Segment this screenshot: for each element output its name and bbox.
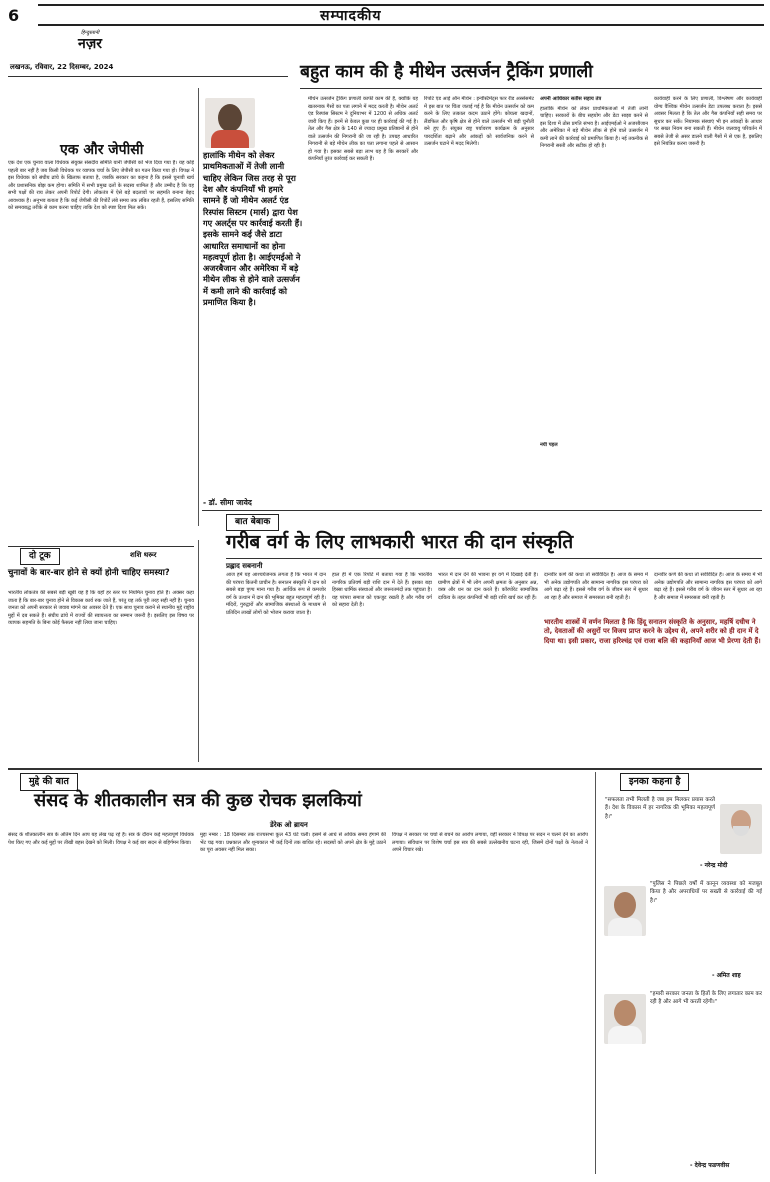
lead-col-4: कार्यवाही करने के लिए प्रणाली, विश्लेषण और कार्यवाही योग्य वैश्विक मीथेन उत्सर्जन डेटा उपलब्ध कराता है। इससे अवसर मिलता है कि तेल और गैस कंपनियाँ सही समय पर सुधार कर सकें। नियामक संस्थाएं भी इन आंकड़ों के आधार पर सख्त नियम बना सकती हैं। मीथेन जलवायु परिवर्तन में सबसे तेजी से असर डालने वाली गैसों में से एक है, इसलिए इसे नियंत्रित करना जरूरी है। bbox=[654, 96, 762, 147]
lead-col-3 bbox=[540, 96, 648, 504]
inka-author-1: - नरेन्द्र मोदी bbox=[700, 862, 728, 869]
logo-main: नज़र bbox=[78, 36, 102, 53]
do-took-author: शशि थरूर bbox=[130, 551, 157, 559]
do-took-rule bbox=[8, 546, 194, 547]
section-banner bbox=[38, 4, 764, 26]
inka-author-3: - देवेन्द्र फडणवीस bbox=[690, 1162, 730, 1169]
lead-top-rule bbox=[300, 88, 762, 89]
baat-rule bbox=[226, 558, 762, 559]
author-shoulder bbox=[211, 130, 249, 148]
mid-left-divider bbox=[198, 540, 199, 762]
shah-photo bbox=[604, 886, 646, 936]
baat-author: प्रह्लाद सबनानी bbox=[226, 562, 263, 570]
lead-col-1: मीथेन उत्सर्जन ट्रैकिंग प्रणाली काफी काम की है, क्योंकि यह खतरनाक गैसों का पता लगाने में मदद करती है। मीथेन अलर्ट एंड रिस्पांस सिस्टम ने दुनियाभर में 1200 से अधिक अलर्ट जारी किए हैं। इनमें से केवल कुछ पर ही कार्रवाई की गई है। तेल और गैस क्षेत्र के 140 से ज्यादा प्रमुख प्रतिष्ठानों से होने वाले उत्सर्जन की निगरानी की जा रही है। उपग्रह आधारित निगरानी से बड़े मीथेन लीक का पता लगाना पहले से आसान हो गया है। इसका सबसे बड़ा लाभ यह है कि सरकारें और कंपनियाँ तुरंत कार्रवाई कर सकती हैं। bbox=[308, 96, 418, 162]
baat-tag: बात बेबाक bbox=[226, 514, 279, 531]
mudde-col-2: मुद्दा नम्बर : 18 दिसम्बर तक राज्यसभा कुल 43 घंटे चली। इसमें से आधे से अधिक समय हंगामे की भेंट चढ़ गया। प्रश्नकाल और शून्यकाल भी कई दिनों तक बाधित रहे। सदस्यों को अपने क्षेत्र के मुद्दे उठाने का पूरा अवसर नहीं मिल सका। bbox=[200, 832, 386, 853]
lead-author: - डॉ. सीमा जावेद bbox=[203, 498, 252, 507]
modi-beard bbox=[733, 826, 749, 836]
lead-col-2: रिपोर्ट एंड आई ऑन मीथेन : इन्वेस्टिमेंट्स फार रीड अस्सेसमेंट में इस बात पर चिंता जताई गई है कि मीथेन उत्सर्जन को कम करने के लिए तत्काल कदम उठाने होंगे। कोयला खदानों, लैंडफिल और कृषि क्षेत्र से होने वाले उत्सर्जन भी बड़ी चुनौती बने हुए हैं। संयुक्त राष्ट्र पर्यावरण कार्यक्रम के अनुसार पारदर्शिता बढ़ाने और आंकड़ों को सार्वजनिक करने से उत्सर्जन घटाने में मदद मिलेगी। bbox=[424, 96, 534, 147]
jpc-headline: एक और जेपीसी bbox=[60, 142, 144, 158]
masthead-rule bbox=[8, 76, 288, 77]
mudde-col-3: विपक्ष ने सरकार पर चर्चा से बचने का आरोप लगाया, वहीं सरकार ने विपक्ष पर सदन न चलने देने का आरोप लगाया। संविधान पर विशेष चर्चा इस सत्र की सबसे उल्लेखनीय घटना रही, जिसमें दोनों पक्षों के नेताओं ने अपने विचार रखे। bbox=[392, 832, 588, 853]
author-photo bbox=[205, 98, 255, 148]
logo bbox=[40, 30, 140, 51]
lead-col-3-head: अपनी आधिकार सतीस सहाय तंत्र bbox=[540, 96, 602, 102]
lead-pull-quote: हालांकि मीथेन को लेकर प्राथमिकताओं में तेजी लानी चाहिए लेकिन जिस तरह से पूरा देश और कंपनियाँ भी हमारे सामने हैं जो मीथेन अलर्ट एंड रिस्पांस सिस्टम (मार्स) द्वारा पेश गए अलर्ट्स पर कार्रवाई करती हैं। इसके सामने कई जैसे डाटा आधारित समाधानों का होना महत्वपूर्ण होता है। आईएमईओ ने अजरबैजान और अमेरिका में बड़े मीथेन लीक से होने वाले उत्सर्जन में कमी लाने की कार्रवाई को प्रमाणित किया है। bbox=[203, 150, 303, 308]
jpc-body: एक देश एक चुनाव वाला विधेयक संयुक्त संसदीय समिति यानी जेपीसी को भेज दिया गया है। यह कोई पहली बार नहीं है जब किसी विधेयक पर व्यापक चर्चा के लिए जेपीसी का गठन किया गया हो। विपक्ष ने इस विधेयक को संघीय ढांचे के खिलाफ बताया है, जबकि सरकार का कहना है कि इससे चुनावी खर्च और प्रशासनिक बोझ कम होगा। समिति में सभी प्रमुख दलों के सदस्य शामिल हैं और उम्मीद है कि वह सभी पक्षों की राय लेकर अपनी रिपोर्ट देगी। लोकतंत्र में ऐसे बड़े बदलावों पर सहमति बनाना बेहद आवश्यक है। अनुभव बताता है कि कई जेपीसी की रिपोर्टें लंबे समय तक लंबित रहती हैं, इसलिए समिति को समयबद्ध तरीके से काम करना चाहिए ताकि देश को स्पष्ट दिशा मिल सके। bbox=[8, 160, 194, 211]
shah-face bbox=[614, 892, 636, 918]
do-took-body: भारतीय लोकतंत्र की सबसे बड़ी खूबी यह है कि यहाँ हर स्तर पर नियमित चुनाव होते हैं। अक्सर कहा जाता है कि बार-बार चुनाव होने से विकास कार्य रुक जाते हैं, परंतु यह तर्क पूरी तरह सही नहीं है। चुनाव जनता को अपनी सरकार से जवाब मांगने का अवसर देते हैं। एक साथ चुनाव कराने से स्थानीय मुद्दे राष्ट्रीय मुद्दों में दब सकते हैं। संघीय ढांचे में राज्यों की स्वायत्तता का सम्मान जरूरी है। इसलिए इस विषय पर व्यापक सहमति के बिना कोई फैसला नहीं लिया जाना चाहिए। bbox=[8, 590, 194, 626]
mudde-top-rule bbox=[8, 768, 762, 770]
lead-col-3-sub: नयी पहल bbox=[540, 441, 558, 448]
baat-col-4: दानवीर कर्ण की कथा तो सर्वविदित है। आज के समय में भी अनेक उद्योगपति और सामान्य नागरिक इस परंपरा को आगे बढ़ा रहे हैं। इससे गरीब वर्ग के जीवन स्तर में सुधार आ रहा है और समाज में समरसता बनी रहती है। bbox=[544, 572, 648, 601]
baat-col-3: भारत में दान देने की भावना हर वर्ग में दिखाई देती है। ग्रामीण क्षेत्रों में भी लोग अपनी क्षमता के अनुसार अन्न, वस्त्र और धन का दान करते हैं। कॉरपोरेट सामाजिक दायित्व के तहत कंपनियाँ भी बड़ी राशि खर्च कर रही हैं। bbox=[438, 572, 538, 601]
inka-quote-1: "सफलता तभी मिलती है जब हम मिलकर प्रयास करते हैं। देश के विकास में हर नागरिक की भूमिका महत्वपूर्ण है।" bbox=[605, 797, 715, 820]
section-title: सम्पादकीय bbox=[320, 8, 382, 24]
baat-col-2: हाल ही में एक रिपोर्ट में बताया गया है कि भारतीय नागरिक प्रतिवर्ष बड़ी राशि दान में देते हैं। इसका बड़ा हिस्सा धार्मिक संस्थाओं और जरूरतमंदों तक पहुंचता है। यह परंपरा समाज को एकजुट रखती है और गरीब वर्ग को सहारा देती है। bbox=[332, 572, 432, 608]
fadnavis-body bbox=[608, 1026, 642, 1044]
baat-pull-quote: भारतीय शास्त्रों में वर्णन मिलता है कि हिंदू सनातन संस्कृति के अनुसार, महर्षि दधीच ने तो, देवताओं की असुरों पर विजय प्राप्त करने के उद्देश्य से, अपने शरीर को ही दान में दे दिया था। इसी प्रकार, राजा हरिश्चंद्र एवं राजा बलि की कहानियाँ आज भी प्रेरणा देती हैं। bbox=[544, 618, 761, 645]
left-col-divider bbox=[198, 88, 199, 526]
bottom-right-divider bbox=[595, 772, 596, 1174]
lead-headline: बहुत काम की है मीथेन उत्सर्जन ट्रैकिंग प्रणाली bbox=[300, 62, 593, 82]
modi-photo bbox=[720, 804, 762, 854]
inka-quote-2: "पुलिस ने पिछले वर्षों में कानून व्यवस्था को मजबूत किया है और अपराधियों पर सख्ती से कार्रवाई की गई है।" bbox=[650, 881, 762, 904]
fadnavis-photo bbox=[604, 994, 646, 1044]
do-took-tag: दो टूक bbox=[20, 548, 60, 565]
baat-col-5: दानवीर कर्ण की कथा तो सर्वविदित है। आज के समय में भी अनेक उद्योगपति और सामान्य नागरिक इस परंपरा को आगे बढ़ा रहे हैं। इससे गरीब वर्ग के जीवन स्तर में सुधार आ रहा है और समाज में समरसता बनी रहती है। bbox=[654, 572, 762, 601]
logo-small: हिन्दुस्तानी bbox=[80, 30, 100, 36]
baat-col-1: आज हमें यह आश्चर्यजनक लगता है कि भारत में दान की परंपरा कितनी प्राचीन है। सनातन संस्कृति में दान को सबसे बड़ा पुण्य माना गया है। आर्थिक रूप से कमजोर वर्ग के उत्थान में दान की भूमिका बहुत महत्वपूर्ण रही है। मंदिरों, गुरुद्वारों और सामाजिक संस्थाओं के माध्यम से प्रतिदिन लाखों लोगों को भोजन कराया जाता है। bbox=[226, 572, 326, 616]
baat-headline: गरीब वर्ग के लिए लाभकारी भारत की दान संस्कृति bbox=[226, 531, 574, 553]
inka-tag: इनका कहना है bbox=[620, 773, 689, 791]
lead-bottom-rule bbox=[202, 510, 762, 511]
page-number: 6 bbox=[8, 6, 20, 25]
inka-author-2: - अमित शाह bbox=[712, 972, 741, 979]
lead-col-3-body: हालांकि मीथेन को लेकर प्राथमिकताओं में तेजी लानी चाहिए। सरकारों के बीच सहयोग और डेटा साझा करने से इस दिशा में ठोस प्रगति संभव है। आईएमईओ ने अजरबैजान और अमेरिका में बड़े मीथेन लीक से होने वाले उत्सर्जन में कमी लाने की कार्रवाई को प्रमाणित किया है। नई तकनीक से निगरानी सस्ती और सटीक हो रही है। bbox=[540, 105, 648, 149]
mudde-headline: संसद के शीतकालीन सत्र की कुछ रोचक झलकियां bbox=[34, 790, 362, 811]
mudde-author: डेरेक ओ ब्रायन bbox=[270, 821, 308, 829]
mudde-col-1: संसद के शीतकालीन सत्र के अंतिम दिन आप यह लेख पढ़ रहे हैं। सत्र के दौरान कई महत्वपूर्ण विधेयक पेश किए गए और कई मुद्दों पर तीखी बहस देखने को मिली। विपक्ष ने कई बार सदन से बहिर्गमन किया। bbox=[8, 832, 194, 846]
do-took-headline: चुनावों के बार-बार होने से क्यों होनी चाहिए समस्या? bbox=[8, 568, 170, 578]
mudde-tag: मुद्दे की बात bbox=[20, 773, 78, 791]
dateline: लखनऊ, रविवार, 22 दिसम्बर, 2024 bbox=[10, 63, 114, 71]
shah-body bbox=[608, 918, 642, 936]
fadnavis-face bbox=[614, 1000, 636, 1026]
author-face bbox=[218, 104, 242, 132]
inka-quote-3: "हमारी सरकार जनता के हितों के लिए लगातार काम कर रही है और आगे भी करती रहेगी।" bbox=[650, 991, 762, 1006]
